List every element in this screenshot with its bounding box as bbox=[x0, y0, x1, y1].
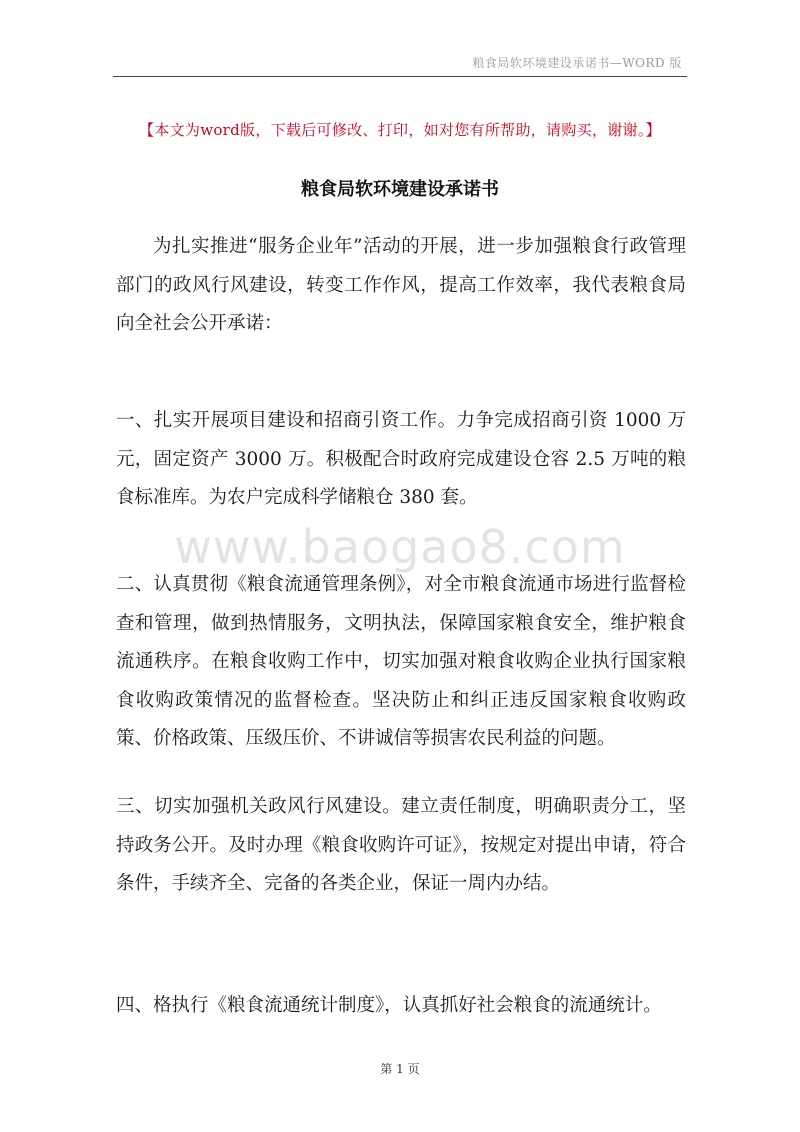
commitment-item-1 bbox=[116, 402, 686, 518]
commitment-item-4 bbox=[116, 987, 686, 1026]
commitment-item-2 bbox=[116, 566, 686, 759]
page-number: 第 1 页 bbox=[380, 1062, 420, 1076]
document-title: 粮食局软环境建设承诺书 bbox=[301, 179, 499, 200]
commitment-text: 三、切实加强机关政风行风建设。建立责任制度，明确职责分工，坚持政务公开。及时办理《粮食收购许可证》，按规定对提出申请，符合条件，手续齐全、完备的各类企业，保证一周内办结。 bbox=[116, 796, 686, 894]
watermark: www.baogao8.com bbox=[174, 520, 626, 574]
commitment-item-3 bbox=[116, 788, 686, 904]
commitment-text: 二、认真贯彻《粮食流通管理条例》，对全市粮食流通市场进行监督检查和管理，做到热情服务，文明执法，保障国家粮食安全，维护粮食流通秩序。在粮食收购工作中，切实加强对粮食收购企业执行国家粮食收购政策情况的监督检查。坚决防止和纠正违反国家粮食收购政策、价格政策、压级压价、不讲诚信等损害农民利益的问题。 bbox=[116, 574, 686, 749]
download-notice: 【本文为word版，下载后可修改、打印，如对您有所帮助，请购买，谢谢。】 bbox=[139, 121, 661, 139]
intro-text: 为扎实推进“服务企业年”活动的开展，进一步加强粮食行政管理部门的政风行风建设，转变工作作风，提高工作效率，我代表粮食局向全社会公开承诺： bbox=[116, 236, 686, 334]
intro-paragraph bbox=[116, 228, 686, 344]
commitment-text: 四、格执行《粮食流通统计制度》，认真抓好社会粮食的流通统计。 bbox=[116, 995, 662, 1016]
running-header: 粮食局软环境建设承诺书—WORD 版 bbox=[472, 56, 682, 70]
header-divider bbox=[113, 76, 687, 77]
commitment-text: 一、扎实开展项目建设和招商引资工作。力争完成招商引资 1000 万元，固定资产 3000 万。积极配合时政府完成建设仓容 2.5 万吨的粮食标准库。为农户完成科学储粮仓 380 套。 bbox=[116, 410, 686, 508]
